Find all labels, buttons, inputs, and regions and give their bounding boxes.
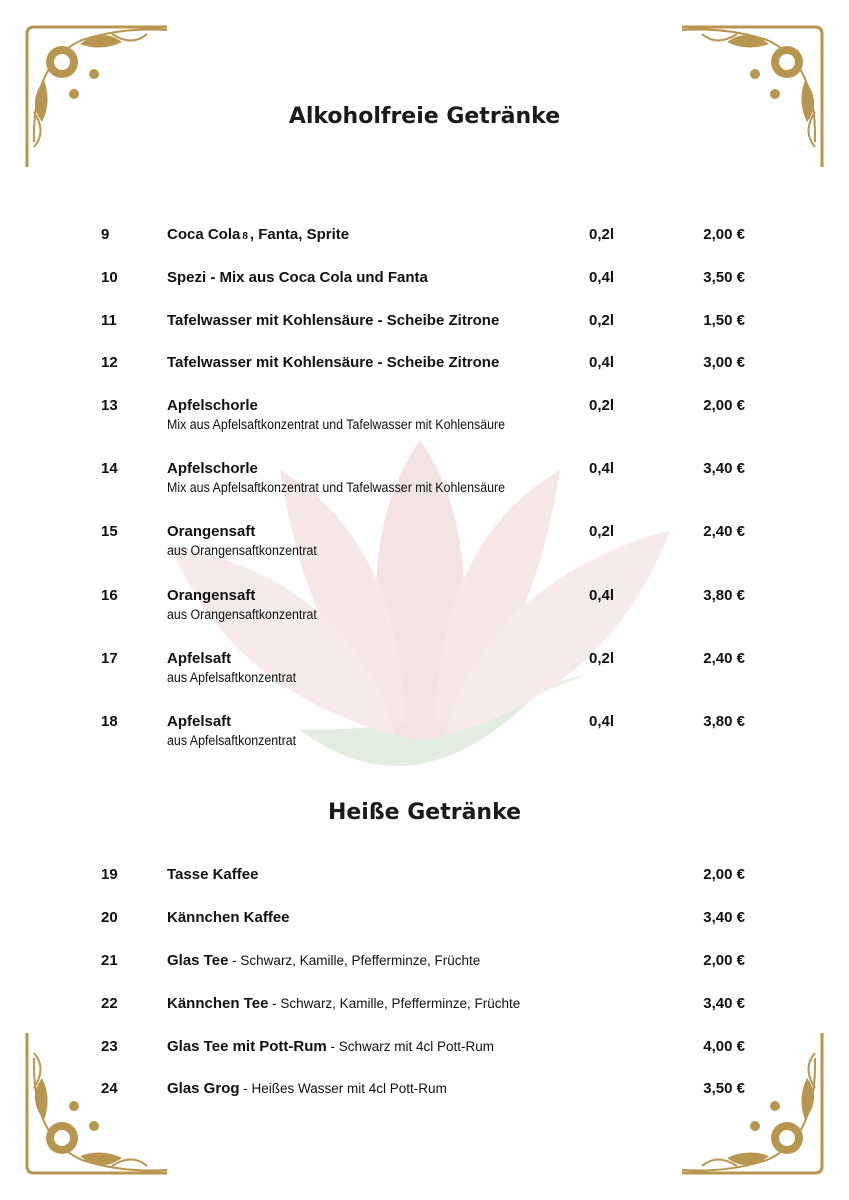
item-volume: 0,4l: [589, 587, 615, 604]
floral-corner-ornament-icon: [677, 1028, 827, 1178]
floral-corner-ornament-icon: [22, 22, 172, 172]
item-name: Orangensaft: [167, 523, 256, 540]
item-number: 20: [101, 909, 118, 926]
item-description: - Heißes Wasser mit 4cl Pott-Rum: [239, 1081, 447, 1096]
item-price: 2,40 €: [703, 650, 745, 667]
item-volume: 0,4l: [589, 269, 615, 286]
item-name: Apfelsaft: [167, 713, 232, 730]
item-number: 9: [101, 226, 110, 243]
item-number: 18: [101, 713, 118, 730]
item-number: 19: [101, 866, 118, 883]
item-description: aus Orangensaftkonzentrat: [167, 607, 317, 622]
item-name: Apfelschorle: [167, 460, 258, 477]
item-number: 21: [101, 952, 118, 969]
item-volume: 0,2l: [589, 312, 615, 329]
item-description: Mix aus Apfelsaftkonzentrat und Tafelwasser mit Kohlensäure: [167, 417, 506, 432]
section-title-alkoholfrei: Alkoholfreie Getränke: [288, 104, 561, 129]
item-description: aus Apfelsaftkonzentrat: [167, 670, 297, 685]
item-description: - Schwarz, Kamille, Pfefferminze, Früchte: [228, 953, 481, 968]
item-number: 15: [101, 523, 118, 540]
item-price: 3,50 €: [703, 1080, 745, 1097]
item-volume: 0,2l: [589, 523, 615, 540]
item-description: - Schwarz, Kamille, Pfefferminze, Früchte: [268, 996, 521, 1011]
item-volume: 0,4l: [589, 354, 615, 371]
item-name: Kännchen Kaffee: [167, 909, 290, 926]
item-description: aus Apfelsaftkonzentrat: [167, 733, 297, 748]
item-description: aus Orangensaftkonzentrat: [167, 543, 317, 558]
item-description: - Schwarz mit 4cl Pott-Rum: [326, 1039, 495, 1054]
item-name: Tafelwasser mit Kohlensäure - Scheibe Zitrone: [167, 312, 500, 329]
item-name: Glas Tee mit Pott-Rum - Schwarz mit 4cl Pott-Rum: [167, 1038, 495, 1055]
item-name: Glas Tee - Schwarz, Kamille, Pfefferminze, Früchte: [167, 952, 481, 969]
item-price: 2,00 €: [703, 397, 745, 414]
item-name: Orangensaft: [167, 587, 256, 604]
item-number: 23: [101, 1038, 118, 1055]
item-name: Coca Cola 8 , Fanta, Sprite: [167, 226, 350, 243]
item-volume: 0,4l: [589, 713, 615, 730]
item-number: 14: [101, 460, 118, 477]
item-name: Apfelsaft: [167, 650, 232, 667]
floral-corner-ornament-icon: [22, 1028, 172, 1178]
item-description: Mix aus Apfelsaftkonzentrat und Tafelwasser mit Kohlensäure: [167, 480, 506, 495]
item-number: 12: [101, 354, 118, 371]
item-price: 2,00 €: [703, 226, 745, 243]
item-name: Tafelwasser mit Kohlensäure - Scheibe Zitrone: [167, 354, 500, 371]
item-number: 22: [101, 995, 118, 1012]
item-price: 3,80 €: [703, 713, 745, 730]
item-volume: 0,4l: [589, 460, 615, 477]
item-price: 3,00 €: [703, 354, 745, 371]
item-number: 24: [101, 1080, 118, 1097]
item-price: 3,80 €: [703, 587, 745, 604]
item-number: 11: [101, 312, 117, 329]
item-number: 13: [101, 397, 118, 414]
item-price: 3,40 €: [703, 460, 745, 477]
item-name: Tasse Kaffee: [167, 866, 259, 883]
item-name: Apfelschorle: [167, 397, 258, 414]
item-number: 10: [101, 269, 118, 286]
section-title-heisse-getraenke: Heiße Getränke: [327, 800, 522, 825]
item-volume: 0,2l: [589, 226, 615, 243]
item-price: 3,40 €: [703, 995, 745, 1012]
item-name: Spezi - Mix aus Coca Cola und Fanta: [167, 269, 428, 286]
item-name: Glas Grog - Heißes Wasser mit 4cl Pott-Rum: [167, 1080, 447, 1097]
item-price: 2,00 €: [703, 866, 745, 883]
item-price: 2,00 €: [703, 952, 745, 969]
item-name: Kännchen Tee - Schwarz, Kamille, Pfefferminze, Früchte: [167, 995, 521, 1012]
floral-corner-ornament-icon: [677, 22, 827, 172]
item-number: 17: [101, 650, 118, 667]
item-price: 3,40 €: [703, 909, 745, 926]
item-volume: 0,2l: [589, 650, 615, 667]
item-number: 16: [101, 587, 118, 604]
item-price: 4,00 €: [703, 1038, 745, 1055]
item-price: 2,40 €: [703, 523, 745, 540]
item-price: 3,50 €: [703, 269, 745, 286]
item-volume: 0,2l: [589, 397, 615, 414]
item-price: 1,50 €: [703, 312, 745, 329]
